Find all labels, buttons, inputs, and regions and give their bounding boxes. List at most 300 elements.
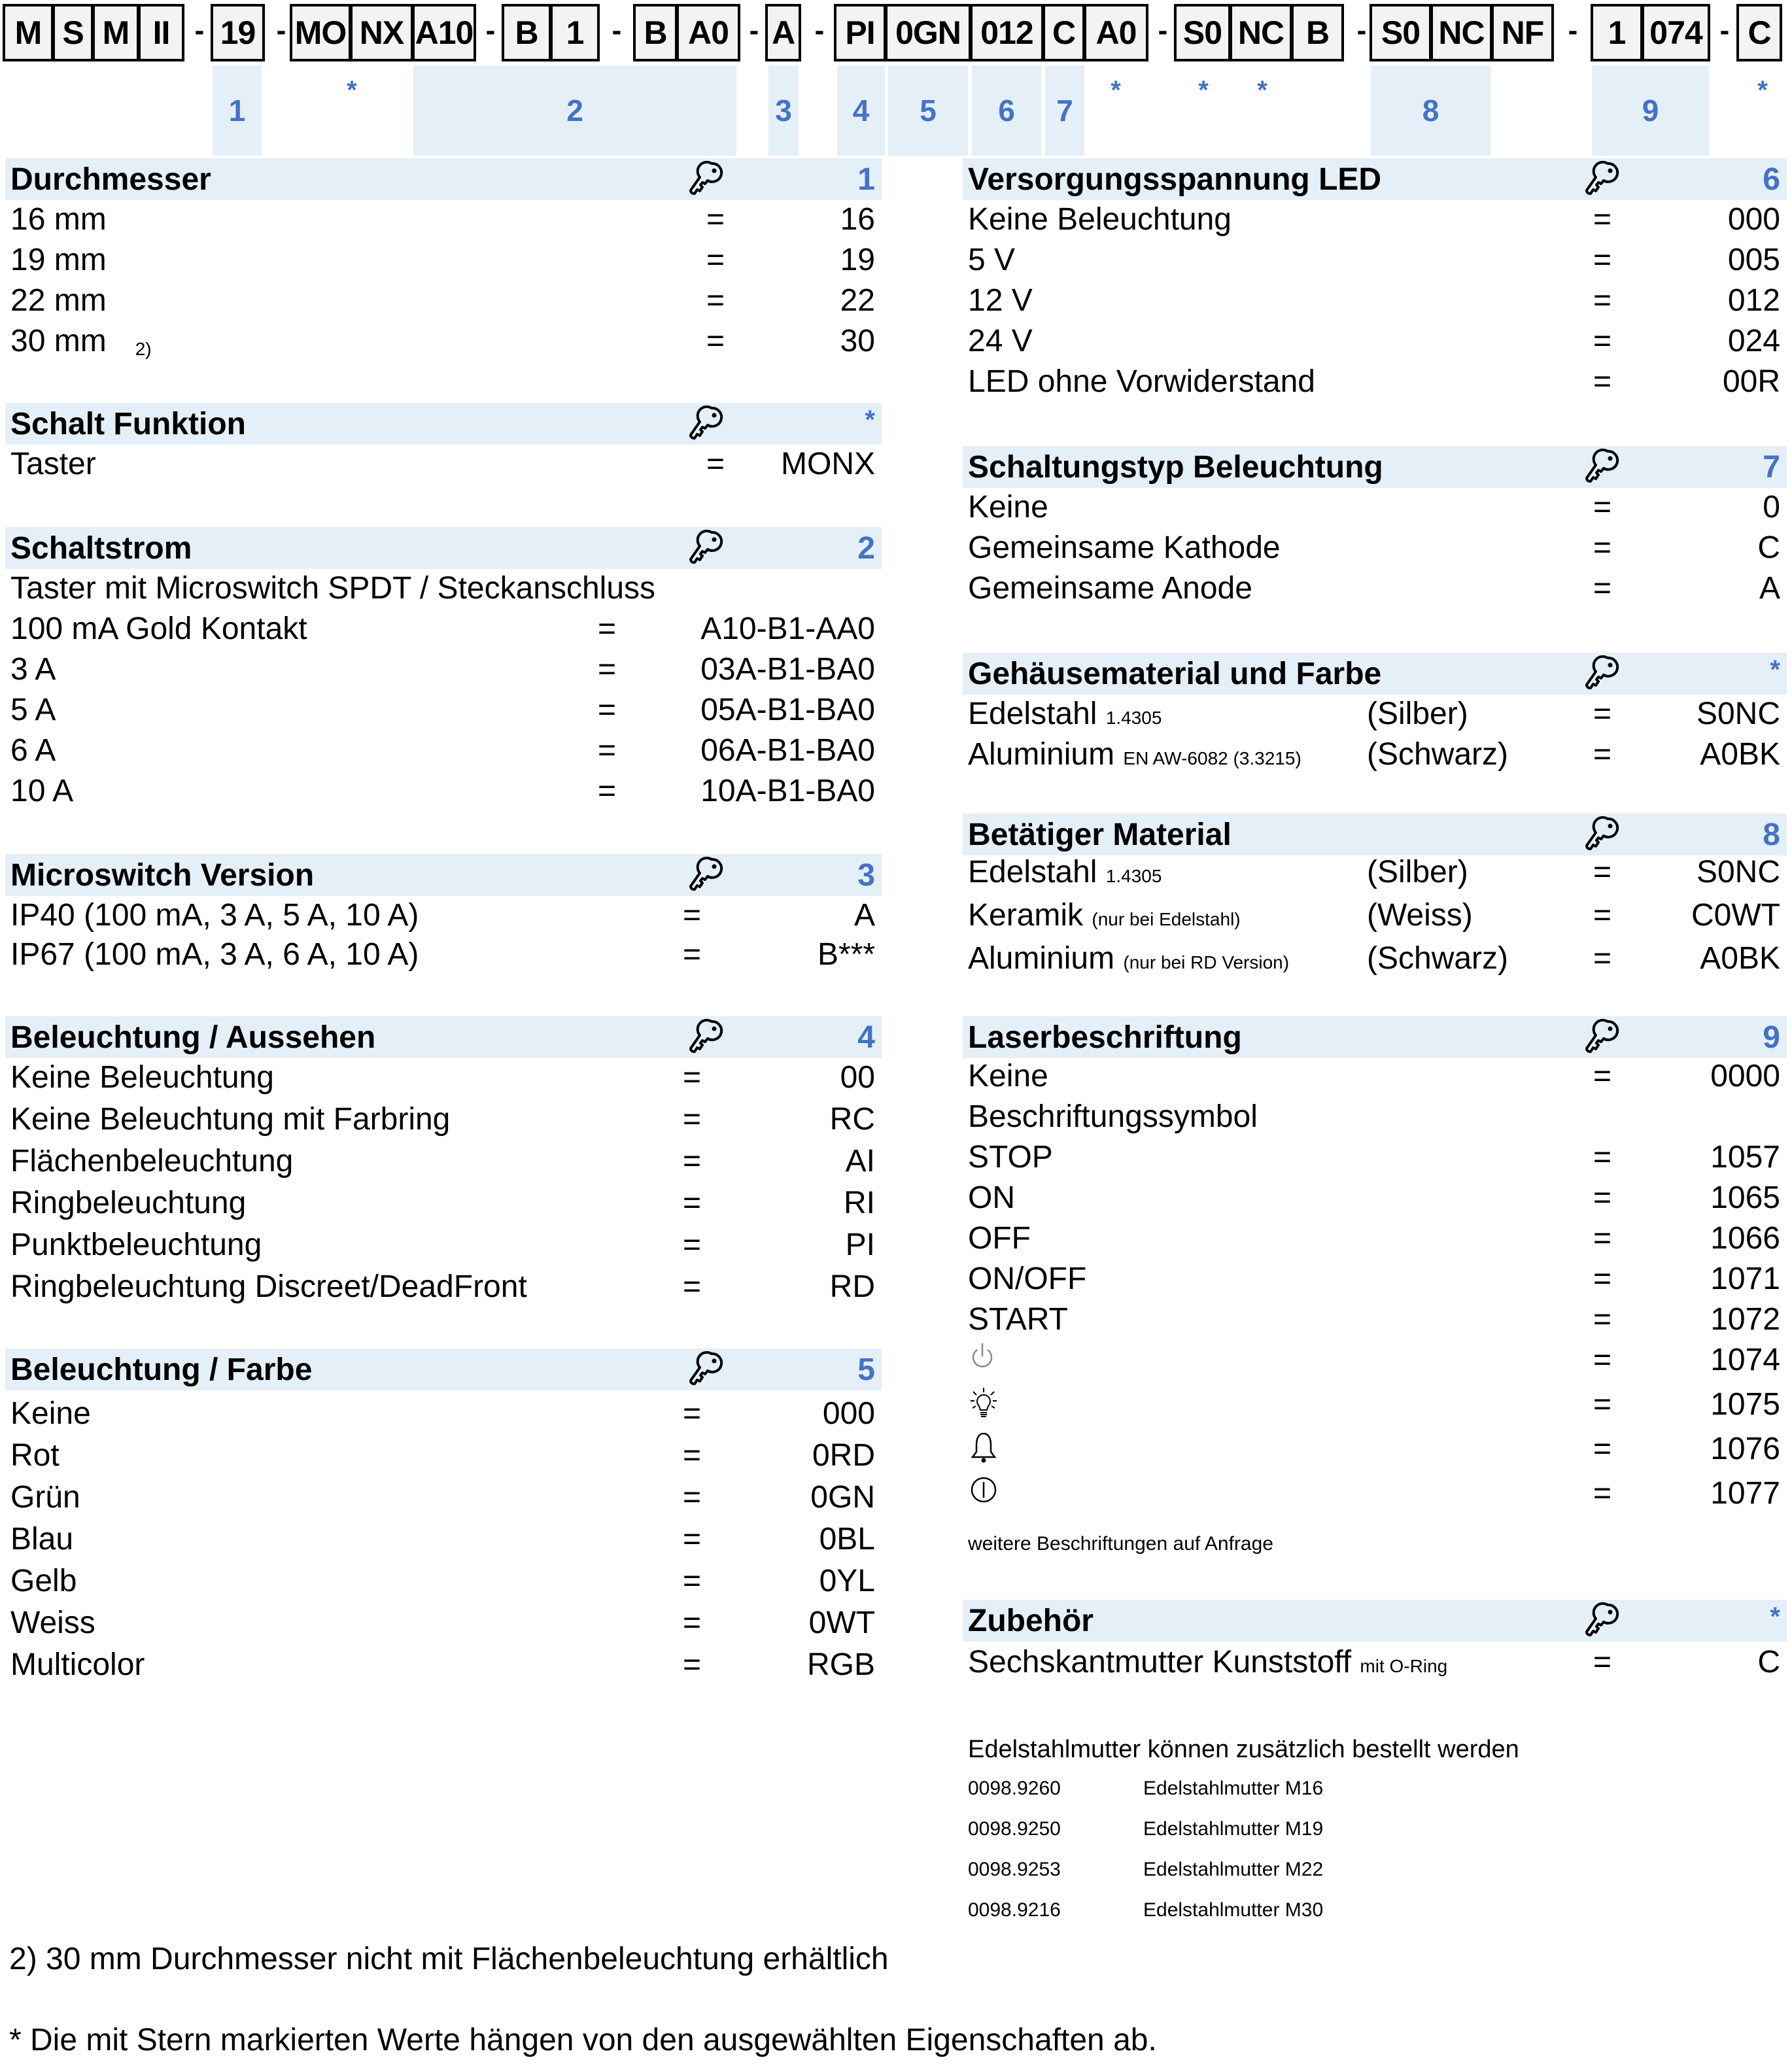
section-subtitle: Taster mit Microswitch SPDT / Steckanschluss — [10, 571, 656, 606]
equals-sign: = — [1593, 855, 1612, 889]
option-label: Weiss — [10, 1606, 95, 1640]
option-row — [963, 1220, 1787, 1261]
key-icon — [1585, 161, 1619, 198]
section-title: Laserbeschriftung — [968, 1020, 1242, 1055]
code-position-label: 6 — [998, 94, 1015, 128]
section-header — [5, 403, 882, 445]
code-separator: - — [485, 14, 496, 46]
option-row — [5, 1227, 882, 1267]
equals-sign: = — [1593, 530, 1612, 565]
option-label: Aluminium EN AW-6082 (3.3215) — [968, 737, 1301, 772]
option-row — [5, 1269, 882, 1309]
option-code: AI — [845, 1144, 875, 1178]
equals-sign: = — [1593, 243, 1612, 277]
option-row — [5, 897, 882, 938]
nut-name: Edelstahlmutter M22 — [1143, 1859, 1324, 1880]
option-label: Ringbeleuchtung — [10, 1186, 247, 1220]
equals-sign: = — [706, 202, 725, 237]
option-label: Keine Beleuchtung mit Farbring — [10, 1102, 451, 1137]
code-cell: S0 — [1370, 4, 1432, 61]
equals-sign: = — [682, 1438, 702, 1473]
code-cell: C — [1736, 4, 1782, 61]
nut-name: Edelstahlmutter M30 — [1143, 1899, 1324, 1921]
key-icon — [689, 530, 723, 566]
section-number: 8 — [1763, 817, 1780, 852]
option-code: C0WT — [1691, 898, 1780, 933]
code-separator: - — [814, 14, 825, 46]
equals-sign: = — [1593, 737, 1612, 772]
code-position-label: 1 — [228, 94, 246, 128]
equals-sign: = — [1593, 1180, 1612, 1215]
option-code: 1057 — [1710, 1140, 1780, 1175]
option-code: 1074 — [1710, 1343, 1780, 1377]
option-label: Gelb — [10, 1564, 77, 1598]
option-row — [963, 736, 1787, 777]
option-code: C — [1757, 530, 1780, 565]
section-edelstahlmutter — [963, 1736, 1787, 1938]
bell-icon — [969, 1431, 998, 1465]
section-number: 5 — [857, 1352, 875, 1387]
section-title: Microswitch Version — [10, 857, 315, 893]
equals-sign: = — [682, 1228, 702, 1262]
option-code: 0WT — [808, 1606, 875, 1640]
section-number: 2 — [857, 530, 875, 566]
option-label: 24 V — [968, 324, 1033, 358]
equals-sign: = — [597, 733, 617, 768]
option-code: 19 — [840, 243, 875, 277]
code-cell: MO — [290, 4, 351, 61]
key-icon — [1585, 449, 1619, 485]
option-label: STOP — [968, 1140, 1053, 1175]
key-icon — [1585, 655, 1619, 692]
key-icon — [1585, 816, 1619, 853]
option-code: 16 — [840, 202, 875, 237]
option-row — [5, 1437, 882, 1478]
code-cell: II — [139, 4, 184, 61]
key-icon — [689, 405, 723, 442]
equals-sign: = — [682, 898, 702, 933]
section-betaetiger-material — [963, 814, 1787, 976]
option-label: IP67 (100 mA, 3 A, 6 A, 10 A) — [10, 937, 419, 972]
option-row — [5, 1521, 882, 1562]
option-row — [5, 1101, 882, 1142]
option-code: A0BK — [1700, 737, 1780, 772]
equals-sign: = — [682, 1564, 702, 1598]
option-label: OFF — [968, 1221, 1031, 1256]
option-row — [5, 1185, 882, 1226]
equals-sign: = — [706, 243, 725, 277]
code-cell: A10 — [413, 4, 476, 61]
option-code: 05A-B1-BA0 — [700, 693, 875, 727]
option-label: Keramik (nur bei Edelstahl) — [968, 898, 1241, 933]
option-code: 0GN — [810, 1480, 875, 1515]
option-color: (Schwarz) — [1367, 941, 1509, 976]
option-row — [5, 1563, 882, 1604]
option-spec: EN AW-6082 (3.3215) — [1123, 748, 1301, 768]
key-icon — [689, 1351, 723, 1388]
option-label: Taster — [10, 447, 96, 481]
option-label: Aluminium (nur bei RD Version) — [968, 941, 1290, 976]
equals-sign: = — [1593, 1262, 1612, 1296]
option-row — [963, 201, 1787, 242]
option-row — [5, 651, 882, 692]
option-label: 19 mm — [10, 243, 107, 277]
option-code: A0BK — [1700, 941, 1780, 976]
option-label: Flächenbeleuchtung — [10, 1144, 294, 1178]
section-number: * — [1770, 1602, 1780, 1631]
section-schaltungstyp — [963, 446, 1787, 606]
section-number: 7 — [1763, 449, 1780, 485]
code-cell: A — [765, 4, 801, 61]
code-cell: 1 — [551, 4, 600, 61]
option-row — [963, 897, 1787, 938]
option-code: 0000 — [1710, 1059, 1780, 1093]
code-position-star: * — [1198, 76, 1209, 105]
equals-sign: = — [1593, 1645, 1612, 1679]
option-label: 5 V — [968, 243, 1016, 277]
option-row — [5, 242, 882, 283]
option-row — [963, 1431, 1787, 1471]
option-label: 100 mA Gold Kontakt — [10, 611, 307, 646]
nut-name: Edelstahlmutter M16 — [1143, 1778, 1324, 1799]
equals-sign: = — [1593, 1432, 1612, 1466]
option-label: ON — [968, 1180, 1015, 1215]
laser-note: weitere Beschriftungen auf Anfrage — [968, 1533, 1273, 1555]
code-position-star: * — [1257, 76, 1267, 105]
option-label: Punktbeleuchtung — [10, 1228, 262, 1262]
equals-sign: = — [597, 652, 617, 687]
equals-sign: = — [1593, 1302, 1612, 1337]
section-title: Zubehör — [968, 1603, 1094, 1638]
code-cell: A0 — [678, 4, 740, 61]
section-header — [5, 527, 882, 569]
option-label: 6 A — [10, 733, 56, 768]
equals-sign: = — [1593, 941, 1612, 976]
equals-sign: = — [1593, 283, 1612, 318]
light-bulb-icon — [969, 1386, 998, 1419]
equals-sign: = — [706, 324, 725, 358]
equals-sign: = — [1593, 1387, 1612, 1422]
option-spec: 1.4305 — [1105, 866, 1162, 886]
section-title: Beleuchtung / Farbe — [10, 1352, 313, 1387]
option-code: 012 — [1727, 283, 1780, 318]
option-color: (Schwarz) — [1367, 737, 1509, 772]
option-code: 1072 — [1710, 1302, 1780, 1337]
code-position-label: 5 — [920, 94, 937, 128]
subtitle-row — [5, 570, 882, 611]
option-color: (Silber) — [1367, 855, 1468, 889]
option-code: A — [1759, 571, 1780, 606]
option-label: Gemeinsame Anode — [968, 571, 1252, 606]
option-label: ON/OFF — [968, 1262, 1087, 1296]
code-position-label: 7 — [1056, 94, 1073, 128]
code-cell: NC — [1231, 4, 1292, 61]
option-code: 10A-B1-BA0 — [700, 774, 875, 808]
equals-sign: = — [597, 774, 617, 808]
equals-sign: = — [682, 1480, 702, 1515]
equals-sign: = — [1593, 898, 1612, 933]
section-header — [963, 446, 1787, 488]
section-zubehoer — [963, 1600, 1787, 1679]
option-code: MONX — [781, 447, 875, 481]
option-row — [5, 323, 882, 364]
key-icon — [1585, 1019, 1619, 1056]
option-label: Ringbeleuchtung Discreet/DeadFront — [10, 1269, 527, 1304]
option-row — [963, 1475, 1787, 1516]
option-label: Rot — [10, 1438, 60, 1473]
equals-sign: = — [682, 1647, 702, 1682]
option-label: 16 mm — [10, 202, 107, 237]
option-code: 0 — [1763, 490, 1780, 525]
option-row — [963, 1301, 1787, 1342]
section-durchmesser — [5, 158, 882, 359]
section-gehaeusematerial — [963, 653, 1787, 772]
code-separator: - — [749, 14, 759, 46]
option-row — [5, 1059, 882, 1100]
option-row — [5, 1396, 882, 1436]
nut-code: 0098.9260 — [968, 1778, 1061, 1799]
option-row — [5, 283, 882, 323]
equals-sign: = — [1593, 1059, 1612, 1093]
section-schalt-funktion — [5, 403, 882, 481]
section-header — [963, 814, 1787, 855]
option-code: 000 — [822, 1396, 875, 1431]
code-separator: - — [1158, 14, 1168, 46]
section-title: Versorgungsspannung LED — [968, 162, 1382, 197]
code-cell: 012 — [971, 4, 1044, 61]
code-cell: NC — [1432, 4, 1492, 61]
section-title: Schaltungstyp Beleuchtung — [968, 449, 1383, 485]
option-code: 00R — [1722, 364, 1780, 399]
option-label: Keine — [968, 490, 1048, 525]
option-code: 0RD — [812, 1438, 875, 1473]
option-label: Sechskantmutter Kunststoff mit O-Ring — [968, 1645, 1448, 1679]
section-schaltstrom — [5, 527, 882, 808]
option-code: RD — [829, 1269, 875, 1304]
option-row — [963, 1180, 1787, 1220]
option-row — [963, 1342, 1787, 1383]
equals-sign: = — [1593, 571, 1612, 606]
option-row — [5, 937, 882, 977]
option-label: 5 A — [10, 693, 56, 727]
option-spec: mit O-Ring — [1360, 1656, 1448, 1676]
option-row — [963, 364, 1787, 404]
option-code: 024 — [1727, 324, 1780, 358]
section-header — [963, 158, 1787, 200]
option-row — [5, 732, 882, 773]
section-number: 3 — [857, 857, 875, 893]
code-separator: - — [1568, 14, 1578, 46]
section-header — [963, 1600, 1787, 1642]
code-cell: B — [633, 4, 678, 61]
option-color: (Weiss) — [1367, 898, 1473, 933]
equals-sign: = — [1593, 1140, 1612, 1175]
option-label: Keine Beleuchtung — [10, 1060, 274, 1095]
equals-sign: = — [682, 937, 702, 972]
section-header — [963, 653, 1787, 695]
section-laserbeschriftung — [963, 1016, 1787, 1555]
option-code: S0NC — [1696, 855, 1780, 889]
option-code: B*** — [817, 937, 875, 972]
section-beleuchtung-aussehen — [5, 1016, 882, 1304]
option-code: RGB — [806, 1647, 875, 1682]
section-number: 9 — [1763, 1020, 1780, 1055]
option-label: Multicolor — [10, 1647, 145, 1682]
footnote-ref: 2) — [135, 339, 152, 359]
option-code: 1071 — [1710, 1262, 1780, 1296]
option-row — [5, 611, 882, 651]
section-header — [5, 158, 882, 200]
code-position-label: 8 — [1422, 94, 1439, 128]
section-title: Durchmesser — [10, 162, 211, 197]
option-row — [963, 283, 1787, 323]
option-label: Edelstahl 1.4305 — [968, 697, 1162, 731]
key-icon — [689, 161, 723, 198]
footnote-2: 2) 30 mm Durchmesser nicht mit Flächenbeleuchtung erhältlich — [9, 1942, 889, 1976]
option-code: 000 — [1727, 202, 1780, 237]
option-label: Keine — [968, 1059, 1048, 1093]
option-code: 0BL — [819, 1522, 875, 1557]
equals-sign: = — [682, 1060, 702, 1095]
equals-sign: = — [1593, 324, 1612, 358]
section-header — [5, 854, 882, 896]
code-position-star: * — [1757, 76, 1768, 105]
section-microswitch-version — [5, 854, 882, 972]
section-title: Schalt Funktion — [10, 406, 246, 441]
option-code: 1075 — [1710, 1387, 1780, 1422]
option-code: A — [853, 898, 875, 933]
option-row — [963, 323, 1787, 364]
section-header — [5, 1349, 882, 1390]
key-icon — [1585, 1602, 1619, 1639]
option-code: 005 — [1727, 243, 1780, 277]
option-row — [5, 773, 882, 814]
key-icon — [689, 1019, 723, 1056]
option-row — [5, 446, 882, 487]
section-number: 1 — [857, 162, 875, 197]
equals-sign: = — [597, 611, 617, 646]
code-cell: 1 — [1591, 4, 1643, 61]
option-code: 22 — [840, 283, 875, 318]
section-beleuchtung-farbe — [5, 1349, 882, 1682]
section-title: Gehäusematerial und Farbe — [968, 656, 1382, 691]
option-row — [963, 940, 1787, 981]
option-label: Beschriftungssymbol — [968, 1099, 1258, 1134]
option-label: Edelstahl 1.4305 — [968, 855, 1162, 889]
option-row — [963, 489, 1787, 530]
option-label: Keine Beleuchtung — [968, 202, 1232, 237]
code-separator: - — [1719, 14, 1730, 46]
option-code: 00 — [840, 1060, 875, 1095]
equals-sign: = — [682, 1522, 702, 1557]
option-row — [963, 696, 1787, 736]
option-label: 12 V — [968, 283, 1033, 318]
option-code: RC — [829, 1102, 875, 1137]
option-row — [963, 1058, 1787, 1099]
option-label: Grün — [10, 1480, 80, 1515]
option-code: PI — [845, 1228, 875, 1262]
section-title: Beleuchtung / Aussehen — [10, 1020, 376, 1055]
equals-sign: = — [1593, 364, 1612, 399]
nut-code: 0098.9216 — [968, 1899, 1061, 1921]
option-row — [5, 1143, 882, 1184]
code-position-label: 3 — [775, 94, 792, 128]
equals-sign: = — [682, 1102, 702, 1137]
nut-code: 0098.9250 — [968, 1818, 1061, 1840]
code-cell: S0 — [1174, 4, 1231, 61]
option-row — [5, 692, 882, 732]
option-label: LED ohne Vorwiderstand — [968, 364, 1315, 399]
option-row — [963, 1099, 1787, 1139]
option-label: 3 A — [10, 652, 56, 687]
section-header — [963, 1016, 1787, 1058]
code-separator: - — [612, 14, 622, 46]
option-code: 0YL — [819, 1564, 875, 1598]
option-code: 1065 — [1710, 1180, 1780, 1215]
code-position-label: 4 — [852, 94, 870, 128]
code-cell: C — [1044, 4, 1085, 61]
equals-sign: = — [706, 283, 725, 318]
section-header — [5, 1016, 882, 1058]
nuts-heading: Edelstahlmutter können zusätzlich bestellt werden — [968, 1736, 1519, 1763]
option-color: (Silber) — [1367, 697, 1468, 731]
equals-sign: = — [1593, 1343, 1612, 1377]
equals-sign: = — [706, 447, 725, 481]
option-row — [5, 201, 882, 242]
option-row — [5, 1647, 882, 1687]
option-label: Gemeinsame Kathode — [968, 530, 1281, 565]
option-row — [963, 1386, 1787, 1427]
code-cell: A0 — [1085, 4, 1148, 61]
option-row — [963, 854, 1787, 895]
option-row — [963, 242, 1787, 283]
equals-sign: = — [682, 1144, 702, 1178]
equals-sign: = — [1593, 202, 1612, 237]
footnote-star: * Die mit Stern markierten Werte hängen von den ausgewählten Eigenschaften ab. — [9, 2023, 1157, 2057]
section-number: * — [1770, 655, 1780, 684]
option-code: RI — [844, 1186, 875, 1220]
option-code: 1077 — [1710, 1476, 1780, 1511]
code-cell: M — [94, 4, 139, 61]
option-label: 10 A — [10, 774, 74, 808]
equals-sign: = — [682, 1396, 702, 1431]
option-code: S0NC — [1696, 697, 1780, 731]
option-label: IP40 (100 mA, 3 A, 5 A, 10 A) — [10, 898, 419, 933]
option-code: 06A-B1-BA0 — [700, 733, 875, 768]
code-position-star: * — [1111, 76, 1121, 105]
section-number: 6 — [1763, 162, 1780, 197]
option-code: 30 — [840, 324, 875, 358]
section-number: 4 — [857, 1020, 875, 1055]
option-label: 22 mm — [10, 283, 107, 318]
code-cell: B — [1292, 4, 1344, 61]
section-versorgungsspannung — [963, 158, 1787, 399]
option-row — [963, 1644, 1787, 1685]
section-title: Schaltstrom — [10, 530, 192, 566]
code-position-star: * — [347, 76, 357, 105]
equals-sign: = — [597, 693, 617, 727]
code-cell: PI — [834, 4, 886, 61]
option-row — [963, 1261, 1787, 1301]
code-cell: NF — [1492, 4, 1554, 61]
option-spec: (nur bei RD Version) — [1123, 952, 1290, 972]
section-number: * — [865, 405, 875, 434]
equals-sign: = — [682, 1186, 702, 1220]
code-cell: NX — [351, 4, 413, 61]
code-position-label: 2 — [566, 94, 583, 128]
option-code: A10-B1-AA0 — [700, 611, 875, 646]
power-on-circle-icon — [969, 1475, 998, 1504]
